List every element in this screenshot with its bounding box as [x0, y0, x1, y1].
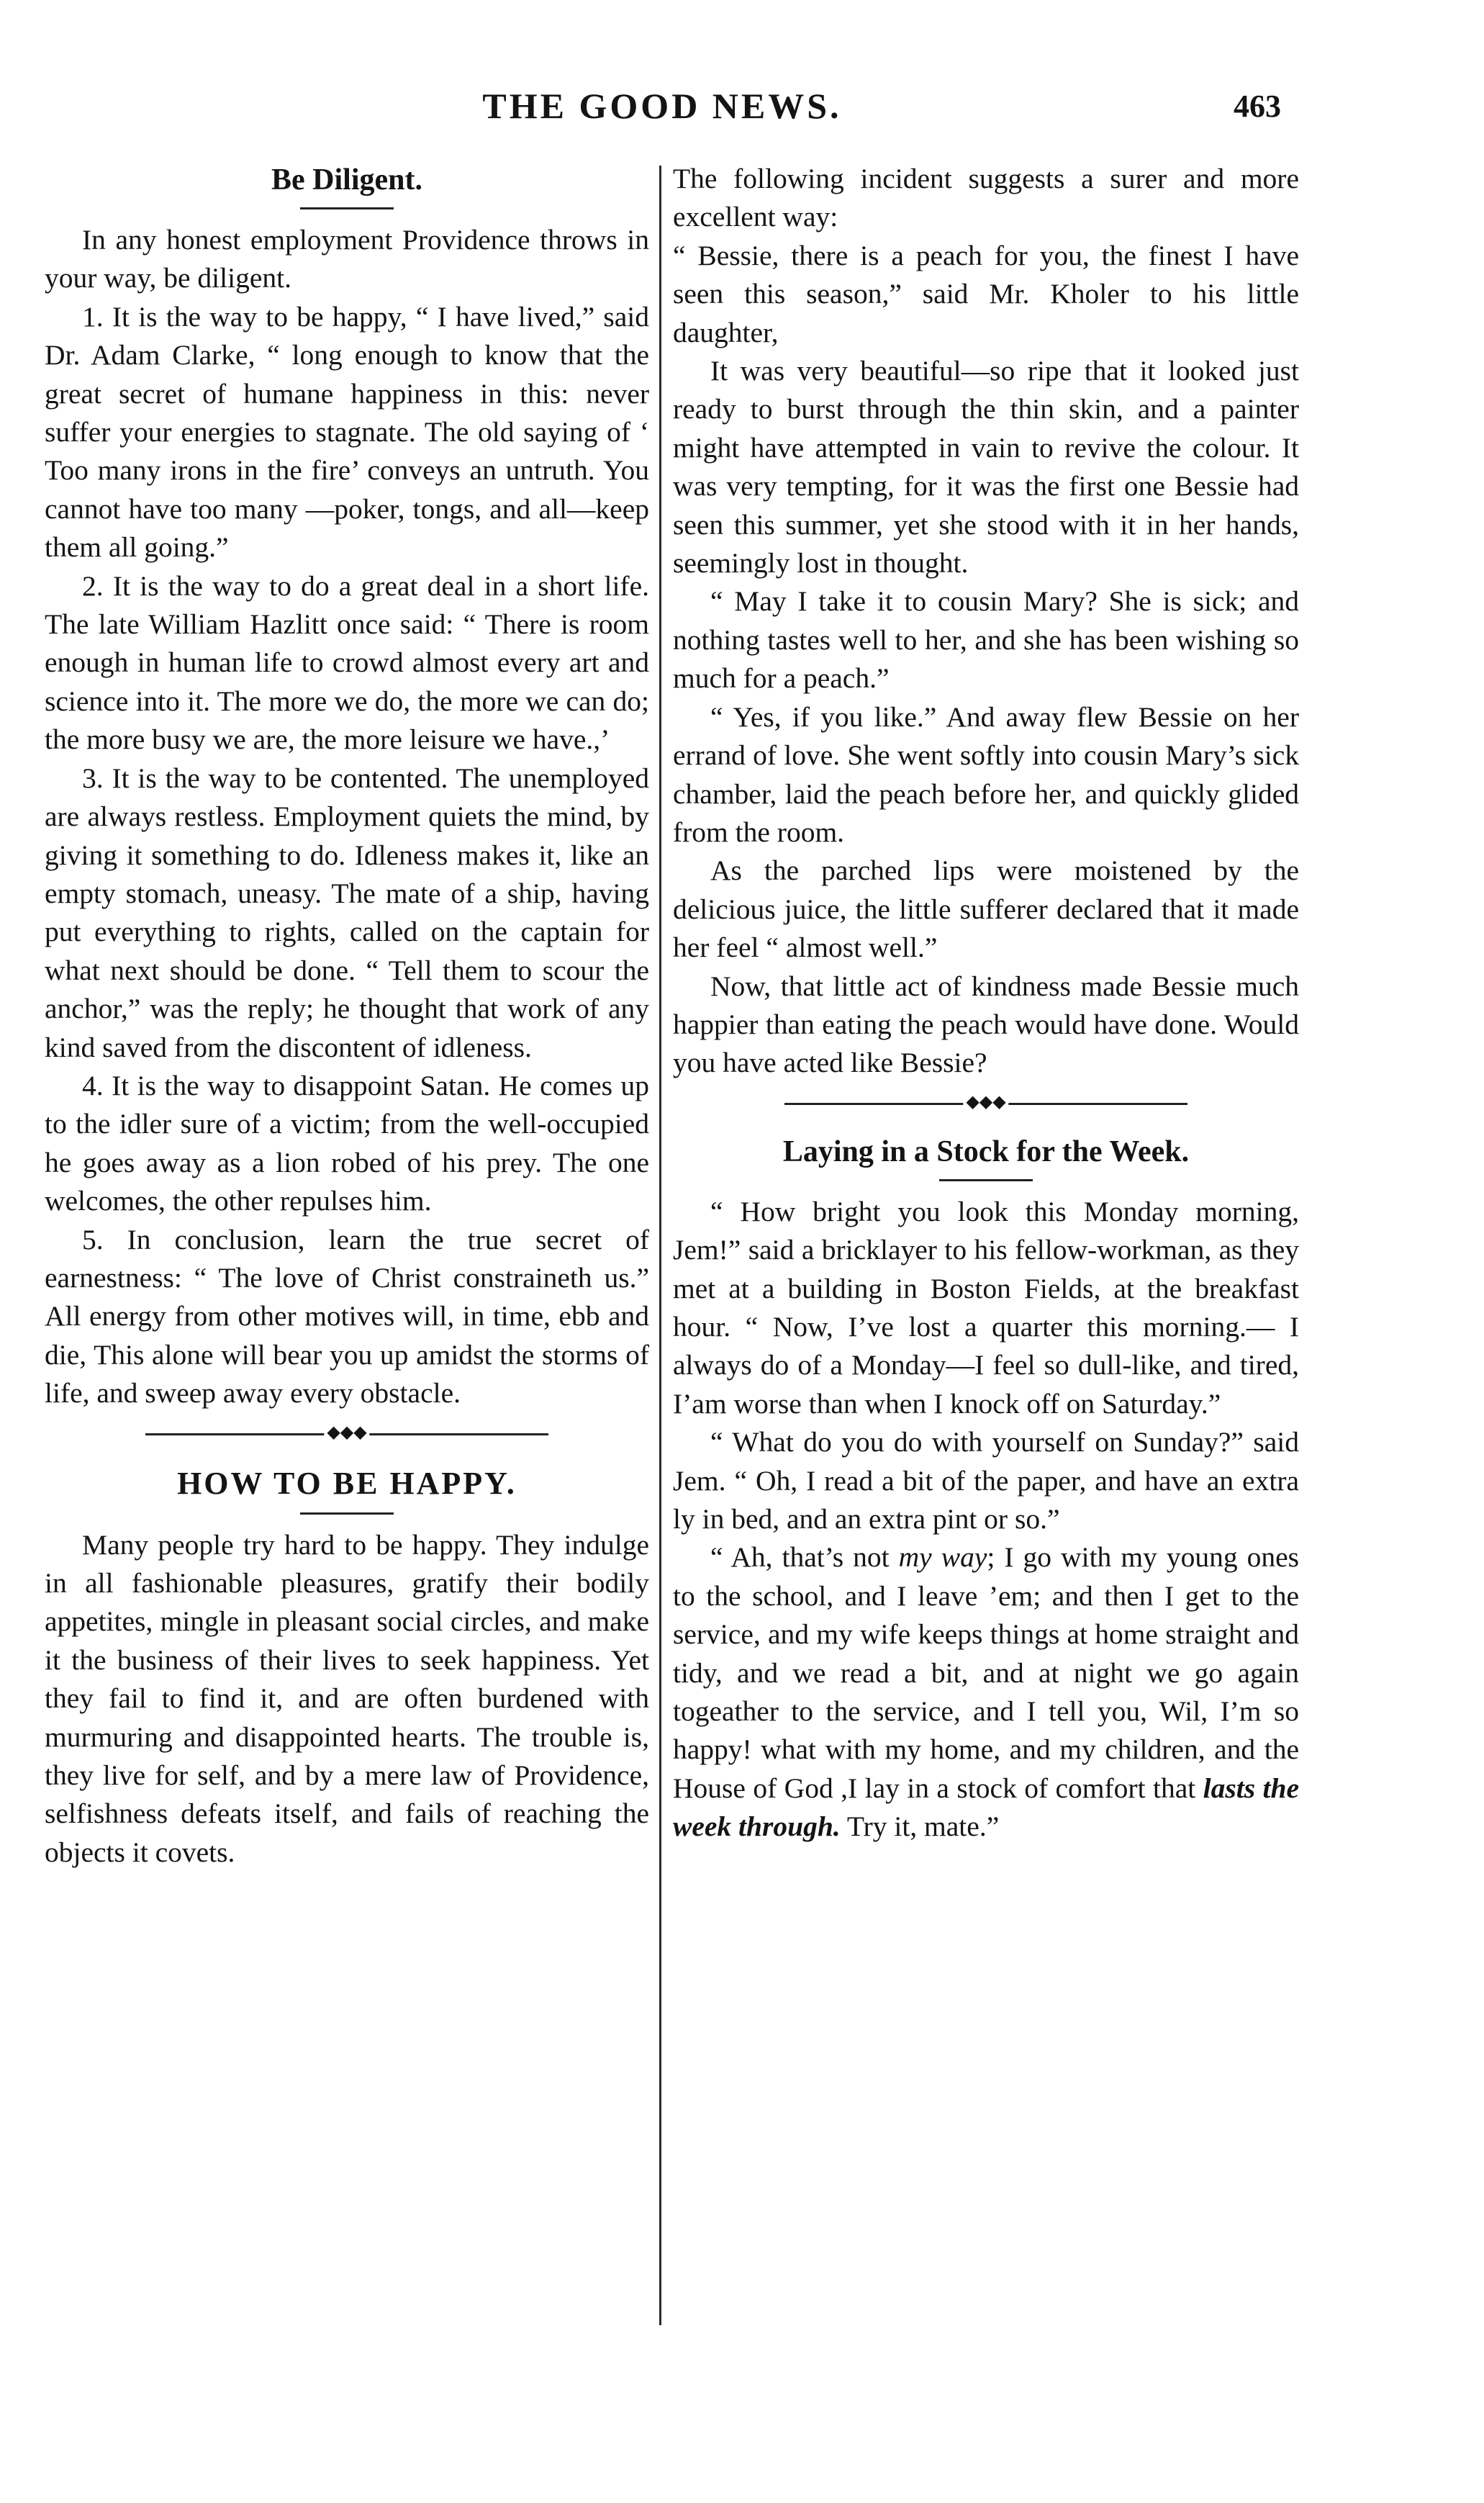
- paragraph: Many people try hard to be happy. They indulge in all fashionable pleasures, gratify their bodily appetites, mingle in pleasant social circles, and make it the business of their lives to seek happiness. Yet they fail to find it, and are often burdened with murmuring and disappointed hearts. The trouble is, they live for self, and by a mere law of Providence, selfishness defeats itself, and fails of reaching the objects it covets.: [45, 1528, 649, 1868]
- paragraph: 1. It is the way to be happy, “ I have lived,” said Dr. Adam Clarke, “ long enough to know that the great secret of humane happiness in this: never suffer your energies to stagnate. The old saying of ‘ Too many irons in the fire’ conveys an untruth. You cannot have too many —poker, tongs, and all—keep them all going.”: [45, 300, 649, 564]
- text-run: ; I go with my young ones to the school, and I leave ’em; and then I get to the service, and my wife keeps things at home straight and tidy, and we read a bit, and at night we go again togeather to the service, and I tell you, Wil, I’m so happy! what with my home, and my children, and the House of God ,I lay in a stock of comfort that: [673, 1541, 1300, 1804]
- article-title: HOW TO BE HAPPY.: [177, 1465, 517, 1501]
- page-number: 463: [1234, 89, 1281, 124]
- paragraph: 4. It is the way to disappoint Satan. He comes up to the idler sure of a victim; from the well-occupied he goes away as a lion robed of his prey. The one welcomes, the other repulses him.: [45, 1069, 649, 1217]
- paragraph: In any honest employment Providence throws in your way, be diligent.: [45, 224, 649, 294]
- paragraph: It was very beautiful—so ripe that it looked just ready to burst through the thin skin, and a painter might have attempted in vain to revive the colour. It was very tempting, for it was the first one Bessie had seen this summer, yet she stood with it in her hands, seemingly lost in thought.: [673, 355, 1299, 579]
- paragraph: 5. In conclusion, learn the true secret of earnestness: “ The love of Christ constraineth us.” All energy from other motives will, in time, ebb and die, This alone will bear you up amidst the storms of life, and sweep away every obstacle.: [45, 1223, 649, 1410]
- text-run: Try it, mate.”: [840, 1810, 1000, 1843]
- article-how-to-be-happy-continued: [673, 160, 1299, 1083]
- section-divider: [784, 1091, 1187, 1111]
- left-column: [45, 160, 649, 1872]
- paragraph: “ Bessie, there is a peach for you, the finest I have seen this season,” said Mr. Kholer to his little daughter,: [673, 239, 1299, 348]
- ornament-icon: ◆◆◆: [963, 1091, 1008, 1111]
- article-how-to-be-happy: [45, 1462, 649, 1872]
- article-be-diligent: [45, 160, 649, 1413]
- ornament-icon: ◆◆◆: [324, 1422, 369, 1442]
- column-divider-rule: [659, 166, 661, 2325]
- journal-title: THE GOOD NEWS.: [482, 86, 842, 126]
- article-laying-in-a-stock: [673, 1132, 1299, 1846]
- paragraph: “ Yes, if you like.” And away flew Bessie on her errand of love. She went softly into cousin Mary’s sick chamber, laid the peach before her, and quickly glided from the room.: [673, 700, 1299, 848]
- emphasis-text: my way: [898, 1541, 987, 1574]
- title-rule: [300, 1512, 394, 1515]
- paragraph: The following incident suggests a surer and more excellent way:: [673, 163, 1299, 233]
- article-title: Be Diligent.: [271, 163, 422, 197]
- paragraph: 2. It is the way to do a great deal in a short life. The late William Hazlitt once said: “ There is room enough in human life to crowd almost every art and science into it. The more we do, the more we can do; the more busy we are, the more leisure we have.,’: [45, 569, 649, 756]
- right-column: [673, 160, 1299, 1846]
- paragraph: As the parched lips were moistened by the delicious juice, the little sufferer declared that it made her feel “ almost well.”: [673, 854, 1299, 964]
- paragraph: 3. It is the way to be contented. The unemployed are always restless. Employment quiets the mind, by giving it something to do. Idleness makes it, like an empty stomach, uneasy. The mate of a ship, having put everything to rights, called on the captain for what next should be done. “ Tell them to scour the anchor,” was the reply; he thought that work of any kind saved from the discontent of idleness.: [45, 762, 649, 1063]
- paragraph: Now, that little act of kindness made Bessie much happier than eating the peach would have done. Would you have acted like Bessie?: [673, 970, 1299, 1079]
- paragraph: [673, 1538, 1299, 1846]
- emphasis-text: lasts the week through.: [673, 1772, 1300, 1843]
- text-run: “ Ah, that’s not: [710, 1541, 899, 1574]
- paragraph: “ What do you do with yourself on Sunday?” said Jem. “ Oh, I read a bit of the paper, and have an extra ly in bed, and an extra pint or so.”: [673, 1426, 1299, 1535]
- article-title: Laying in a Stock for the Week.: [782, 1135, 1190, 1168]
- title-rule: [300, 207, 394, 209]
- running-header: [0, 85, 1484, 135]
- section-divider: [145, 1421, 548, 1442]
- paragraph: “ How bright you look this Monday morning, Jem!” said a bricklayer to his fellow-workman, as they met at a building in Boston Fields, at the breakfast hour. “ Now, I’ve lost a quarter this morning.— I always do of a Monday—I feel so dull-like, and tired, I’am worse than when I knock off on Saturday.”: [673, 1195, 1299, 1420]
- paragraph: “ May I take it to cousin Mary? She is sick; and nothing tastes well to her, and she has been wishing so much for a peach.”: [673, 585, 1299, 695]
- title-rule: [939, 1179, 1033, 1181]
